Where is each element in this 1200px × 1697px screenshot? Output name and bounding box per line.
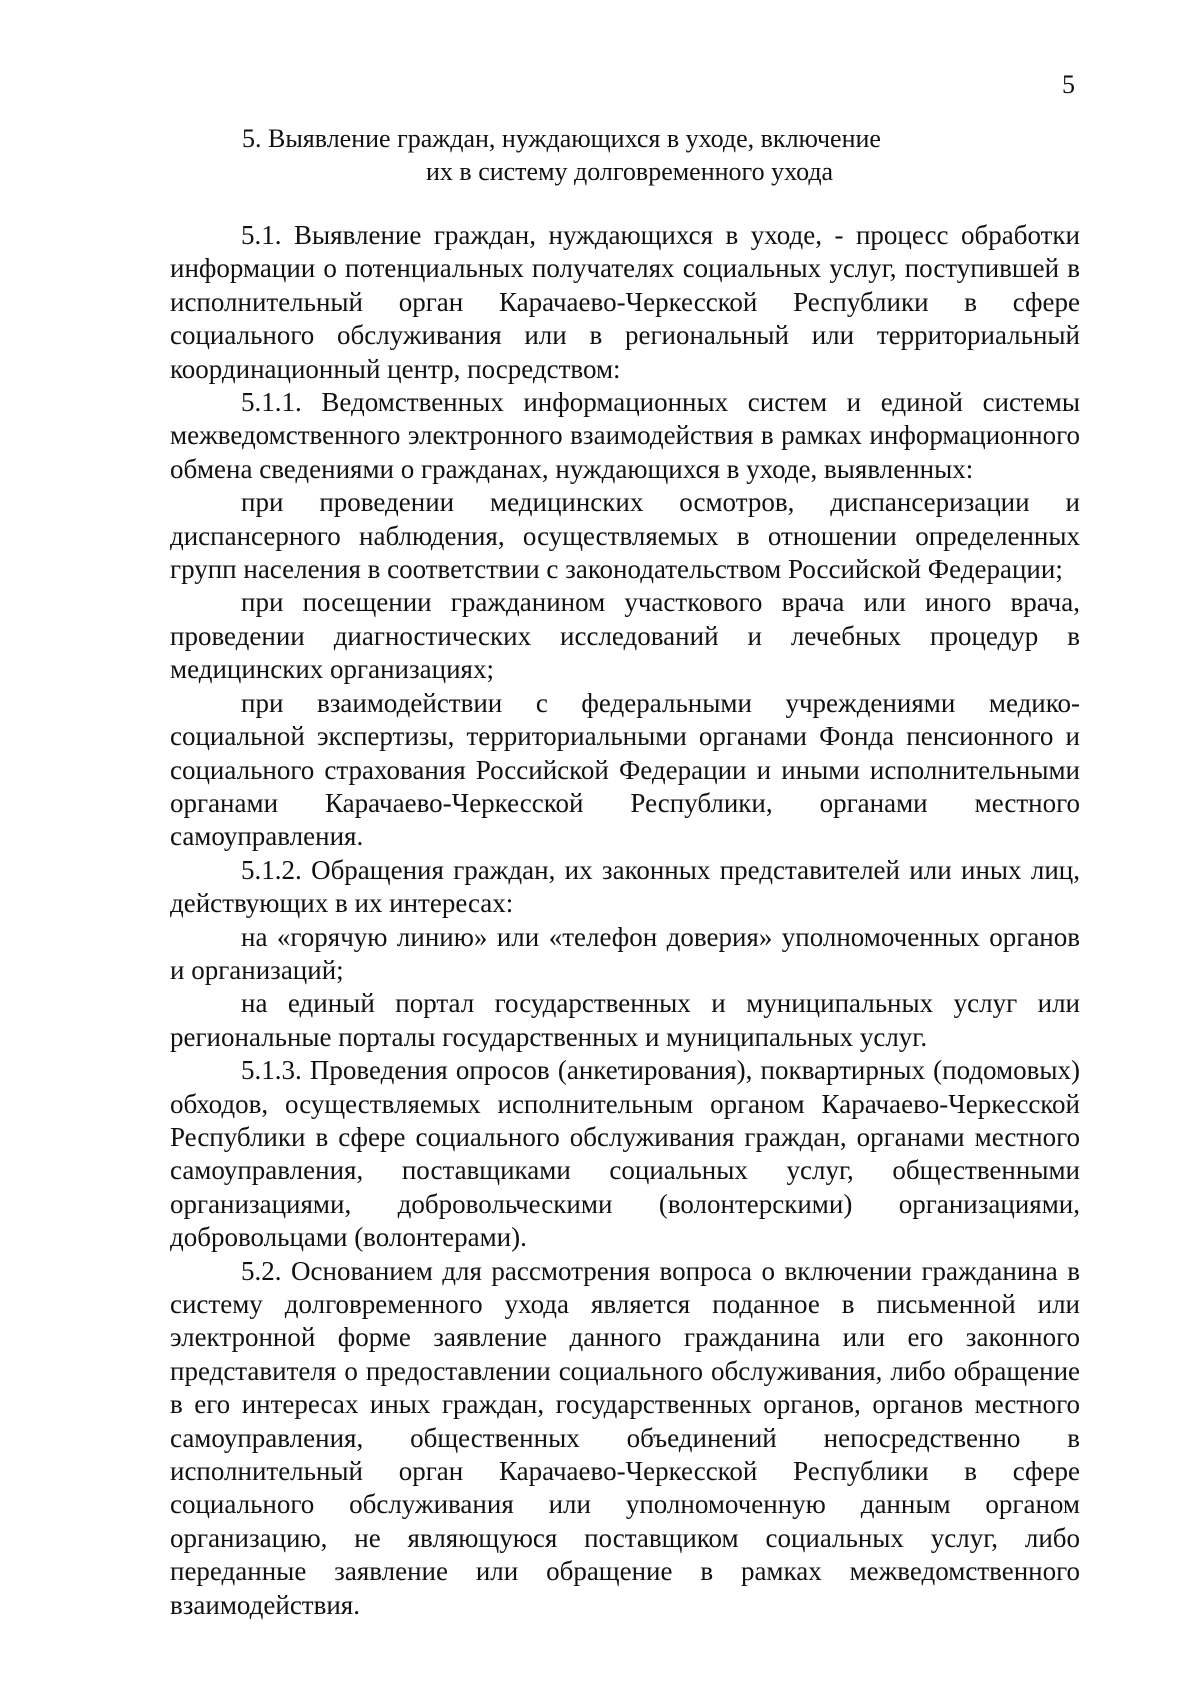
paragraph-hotline: на «горячую линию» или «телефон доверия» уполномоченных органов и организаций; (170, 921, 1080, 985)
paragraph-federal-interaction: при взаимодействии с федеральными учреждениями медико-социальной экспертизы, территориальными органами Фонда пенсионного и социального страхования Российской Федерации и иными исполнительными органами Карачаево-Черкесской Республики, органами местного самоуправления. (170, 687, 1080, 852)
paragraph-5-1-1: 5.1.1. Ведомственных информационных систем и единой системы межведомственного электронного взаимодействия в рамках информационного обмена сведениями о гражданах, нуждающихся в уходе, выявленных: (170, 387, 1080, 484)
page-number: 5 (1062, 70, 1075, 99)
paragraph-portal: на единый портал государственных и муниципальных услуг или региональные порталы государственных и муниципальных услуг. (170, 988, 1080, 1052)
paragraph-5-1-2: 5.1.2. Обращения граждан, их законных представителей или иных лиц, действующих в их интересах: (170, 854, 1080, 919)
document-body (170, 219, 1080, 1622)
paragraph-doctor-visits: при посещении гражданином участкового врача или иного врача, проведении диагностических исследований и лечебных процедур в медицинских организациях; (170, 587, 1080, 685)
paragraph-5-2: 5.2. Основанием для рассмотрения вопроса о включении гражданина в систему долговременного ухода является поданное в письменной или электронной форме заявление данного гражданина или его законного представителя о предоставлении социального обслуживания, либо обращение в его интересах иных граждан, государственных органов, органов местного самоуправления, общественных объединений непосредственно в исполнительный орган Карачаево-Черкесской Республики в сфере социального обслуживания или уполномоченную данным органом организацию, не являющуюся поставщиком социальных услуг, либо переданные заявление или обращение в рамках межведомственного взаимодействия. (170, 1255, 1080, 1620)
paragraph-5-1: 5.1. Выявление граждан, нуждающихся в уходе, - процесс обработки информации о потенциальных получателях социальных услуг, поступившей в исполнительный орган Карачаево-Черкесской Республики в сфере социального обслуживания или в региональный или территориальный координационный центр, посредством: (170, 220, 1080, 384)
paragraph-5-1-3: 5.1.3. Проведения опросов (анкетирования), поквартирных (подомовых) обходов, осуществляемых исполнительным органом Карачаево-Черкесской Республики в сфере социального обслуживания граждан, органами местного самоуправления, поставщиками социальных услуг, общественными организациями, добровольческими (волонтерскими) организациями, добровольцами (волонтерами). (170, 1055, 1080, 1253)
section-heading-line-1: 5. Выявление граждан, нуждающихся в уходе, включение (242, 124, 881, 153)
section-heading-line-2: их в систему долговременного ухода (426, 157, 834, 186)
paragraph-medical-examinations: при проведении медицинских осмотров, диспансеризации и диспансерного наблюдения, осуществляемых в отношении определенных групп населения в соответствии с законодательством Российской Федерации; (170, 487, 1080, 585)
